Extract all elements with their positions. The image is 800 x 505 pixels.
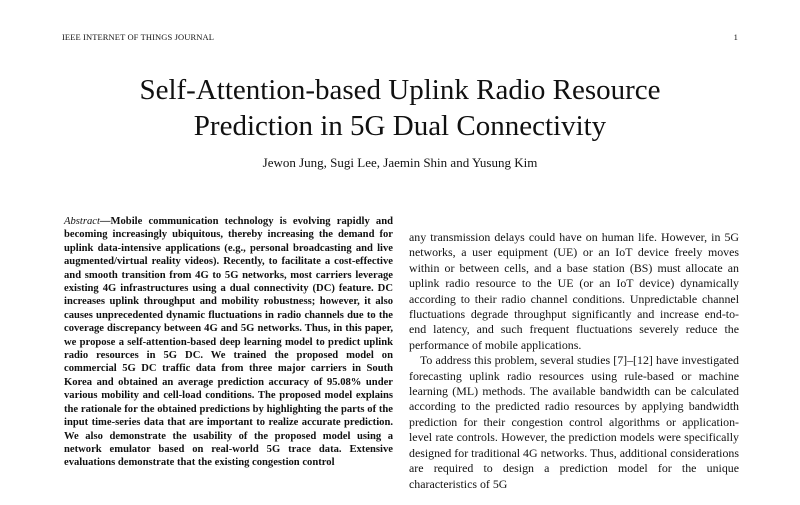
abstract-text: Mobile communication technology is evolving rapidly and becoming increasingly ubiquitous, thereby increasing the demand for uplink data-intensive applications (e.g., personal broadcasting and live augmented/virtual reality videos). Recently, to facilitate a cost-effective and smooth transition from 4G to 5G networks, most carriers leverage existing 4G infrastructures using a dual connectivity (DC) feature. DC increases uplink throughput and mobility robustness; however, it also causes unprecedented dynamic fluctuations in radio channels due to the coverage discrepancy between 4G and 5G networks. Thus, in this paper, we propose a self-attention-based deep learning model to predict uplink radio resources in 5G DC. We trained the proposed model on commercial 5G DC traffic data from three major carriers in South Korea and obtained an average prediction accuracy of 95.08% under various mobility and cell-load conditions. The proposed model explains the rationale for the obtained predictions by highlighting the parts of the input time-series data that are important to realize accurate prediction. We also demonstrate the usability of the proposed model using a network emulator based on real-world 5G trace data. Extensive evaluations demonstrate that the existing congestion control [64,216,393,469]
body-paragraph-1: any transmission delays could have on human life. However, in 5G networks, a user equipment (UE) or an IoT device freely moves within or between cells, and a base station (BS) must allocate an uplink radio resource to the UE (or an IoT device) dynamically according to their radio channel conditions. Unpredictable channel fluctuations degrade throughput significantly and increase end-to-end latency, and such frequent fluctuations severely reduce the performance of mobile applications. [409,230,739,352]
title-line-2: Prediction in 5G Dual Connectivity [193,110,607,142]
journal-name: IEEE INTERNET OF THINGS JOURNAL [62,32,214,42]
abstract-paragraph [64,215,393,470]
abstract-heading: Abstract [64,216,100,227]
paper-title [40,72,760,144]
running-header [62,32,738,44]
title-line-1: Self-Attention-based Uplink Radio Resource [139,74,661,106]
abstract-column [64,215,393,470]
body-paragraph-2: To address this problem, several studies [7]–[12] have investigated forecasting uplink radio resources using rule-based or machine learning (ML) methods. The available bandwidth can be calculated according to the predicted radio resources by applying bandwidth prediction for their congestion control algorithms or application-level rate controls. However, the prediction models were specifically designed for traditional 4G networks. Thus, additional considerations are required to design a prediction model for the unique characteristics of 5G [409,353,739,491]
abstract-dash: — [99,216,111,227]
page-number: 1 [733,32,738,42]
author-list: Jewon Jung, Sugi Lee, Jaemin Shin and Yusung Kim [262,155,538,170]
body-column [409,230,739,492]
